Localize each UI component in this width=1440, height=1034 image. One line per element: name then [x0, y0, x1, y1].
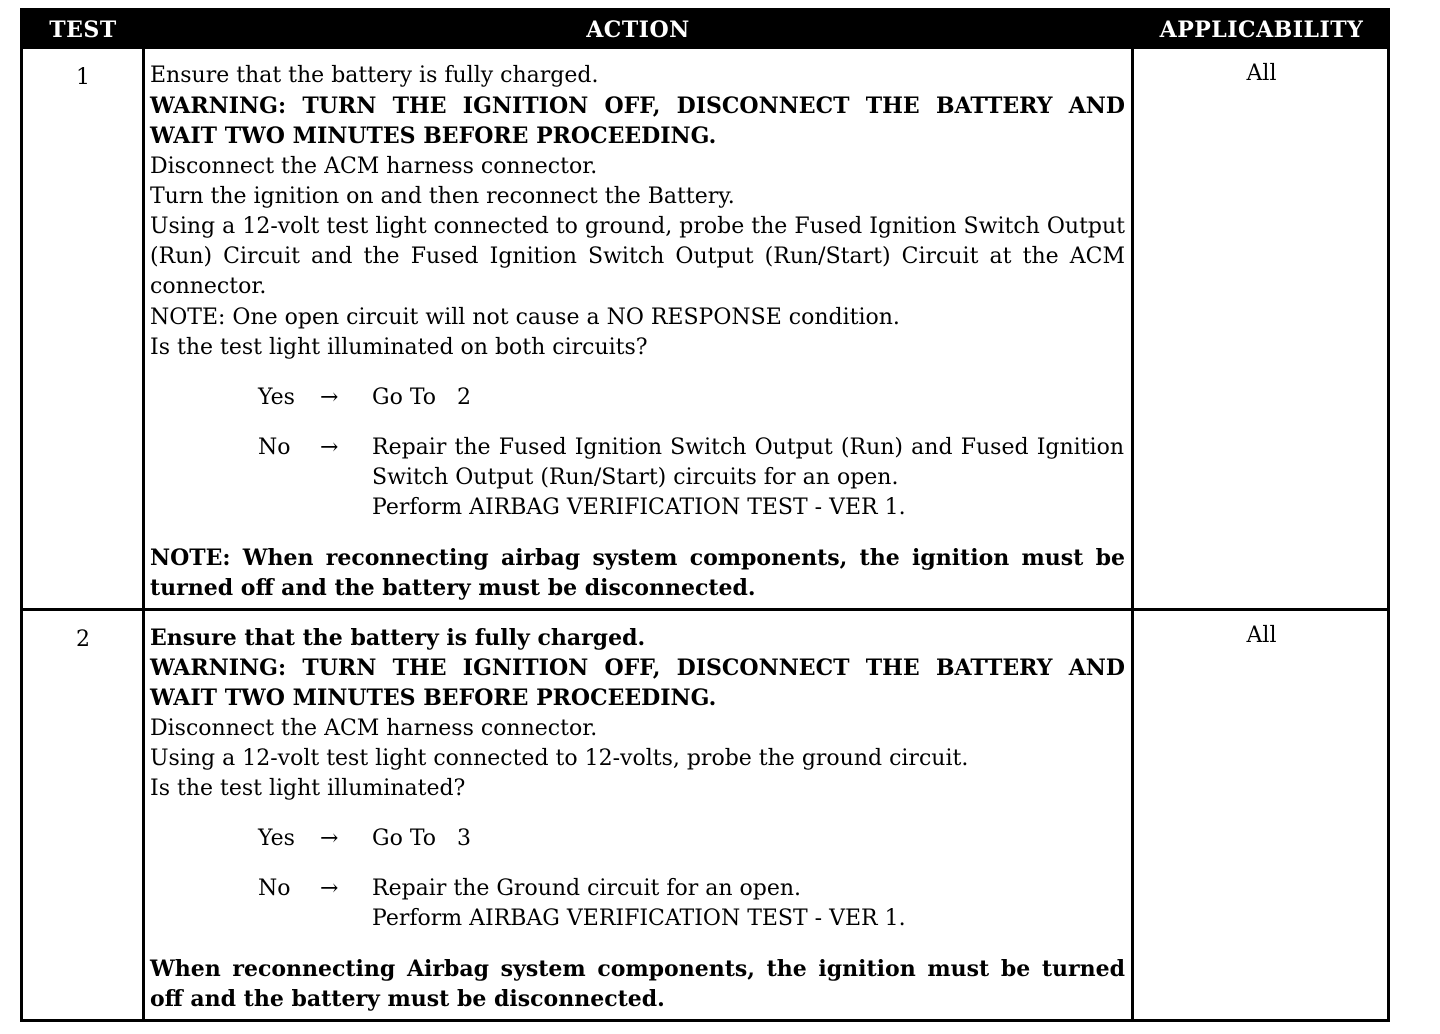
arrow-right-icon: → [320, 435, 339, 461]
action-line: Disconnect the ACM harness connector. [150, 153, 598, 179]
action-line: NOTE: One open circuit will not cause a NO RESPONSE condition. [150, 304, 900, 330]
table-header [23, 11, 1387, 49]
action-question: Is the test light illuminated? [150, 776, 466, 802]
table-row [23, 611, 1387, 1019]
note-text: NOTE: When reconnecting airbag system components, the ignition must be turned off and the battery must be disconnected. [150, 545, 1125, 602]
table-row [23, 49, 1387, 611]
no-result-repair: Repair the Fused Ignition Switch Output (Run) and Fused Ignition Switch Output (Run/Start) circuits for an open. [372, 435, 1124, 491]
action-line: Disconnect the ACM harness connector. [150, 715, 598, 741]
no-branch [258, 433, 1125, 523]
action-line: Turn the ignition on and then reconnect the Battery. [150, 183, 735, 209]
no-result-repair: Repair the Ground circuit for an open. [372, 876, 802, 902]
yes-branch [258, 383, 1125, 413]
action-line: Ensure that the battery is fully charged. [150, 63, 599, 88]
arrow-right-icon: → [320, 385, 339, 411]
yes-result: Go To 2 [372, 385, 471, 411]
header-test: TEST [49, 17, 117, 43]
arrow-right-icon: → [320, 826, 339, 852]
yes-result: Go To 3 [372, 826, 471, 852]
action-line: Using a 12-volt test light connected to 12-volts, probe the ground circuit. [150, 745, 969, 771]
warning-text: WARNING: TURN THE IGNITION OFF, DISCONNECT THE BATTERY AND WAIT TWO MINUTES BEFORE PROCEEDING. [150, 655, 1125, 712]
applicability-value: All [1246, 61, 1277, 86]
test-number: 2 [76, 627, 90, 652]
warning-text: WARNING: TURN THE IGNITION OFF, DISCONNECT THE BATTERY AND WAIT TWO MINUTES BEFORE PROCEEDING. [150, 93, 1125, 150]
action-line: Ensure that the battery is fully charged. [150, 625, 646, 651]
action-line: Using a 12-volt test light connected to ground, probe the Fused Ignition Switch Output (Run) Circuit and the Fused Ignition Switch Output (Run/Start) Circuit at the ACM connector. [150, 214, 1125, 300]
yes-label: Yes [258, 385, 295, 411]
no-result [372, 433, 1124, 524]
applicability-value: All [1246, 623, 1277, 648]
action-question: Is the test light illuminated on both circuits? [150, 334, 648, 360]
no-branch [258, 874, 1125, 934]
no-result-verify: Perform AIRBAG VERIFICATION TEST - VER 1. [372, 495, 906, 521]
arrow-right-icon: → [320, 876, 339, 902]
diagnostic-test-table [20, 8, 1390, 1022]
note-text: When reconnecting Airbag system components, the ignition must be turned off and the battery must be disconnected. [150, 956, 1125, 1013]
action-cell [150, 623, 1125, 1015]
no-label: No [258, 876, 291, 902]
yes-branch [258, 824, 1125, 854]
no-label: No [258, 435, 291, 461]
no-result-verify: Perform AIRBAG VERIFICATION TEST - VER 1. [372, 906, 906, 932]
action-cell [150, 61, 1125, 603]
yes-label: Yes [258, 826, 295, 852]
no-result [372, 874, 1124, 934]
header-action: ACTION [586, 17, 690, 43]
header-applicability: APPLICABILITY [1159, 17, 1364, 43]
test-number: 1 [76, 65, 90, 90]
